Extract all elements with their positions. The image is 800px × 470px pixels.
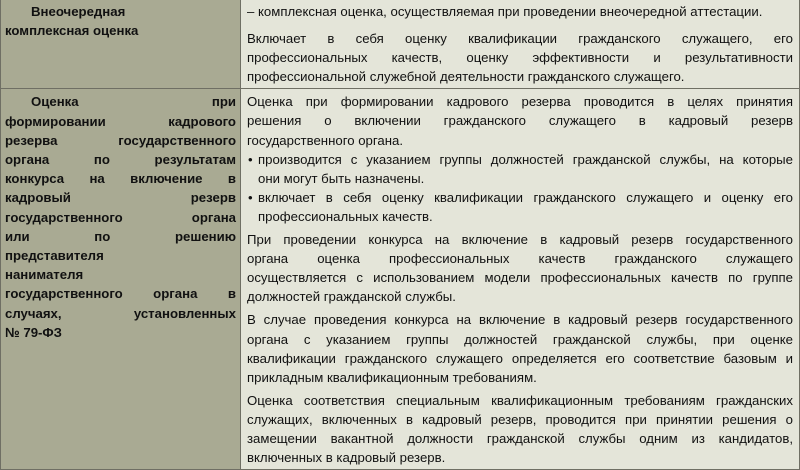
description-line: Оценка при формировании кадрового резерва проводится в целях принятия (247, 94, 793, 110)
row-title-line: резерва государственного (5, 132, 236, 148)
bullet-line: они могут быть назначены. (258, 170, 425, 186)
table-row (1, 89, 800, 470)
row-title-line: комплексная оценка (5, 23, 139, 39)
row-title-line: Оценка при (31, 94, 236, 110)
description-line: государственного органа. (247, 132, 404, 148)
description-line: замещении вакантной должности гражданской службы одним из кандидатов, (247, 430, 793, 446)
description-line: прикладным квалификационным требованиям. (247, 369, 537, 385)
description-line: Включает в себя оценку квалификации гражданского служащего, его (247, 31, 793, 47)
description-line: профессиональной служебной деятельности гражданского служащего. (247, 69, 685, 85)
bullet-item (247, 188, 793, 226)
description-line: осуществляется с использованием модели профессиональных качеств по группе (247, 270, 793, 286)
row-title-line: государственного органа (5, 209, 236, 225)
description-line: служащих, включенных в кадровый резерв, проводится при принятии решения о (247, 411, 793, 427)
row-description-cell (241, 0, 800, 89)
row-title-line: нанимателя (5, 267, 84, 283)
row-title-line: конкурса на включение в (5, 171, 236, 187)
bullet-line: производится с указанием группы должностей гражданской службы, на которые (258, 151, 793, 167)
description-line: Оценка соответствия специальным квалификационным требованиям гражданских (247, 392, 793, 408)
description-line: В случае проведения конкурса на включение в кадровый резерв государственного (247, 312, 793, 328)
description-line: профессиональных качеств, оценку эффективности и результативности (247, 50, 793, 66)
description-line: органа оценка профессиональных качеств гражданского служащего (247, 251, 793, 267)
row-title-line: формировании кадрового (5, 113, 236, 129)
paragraph (247, 310, 793, 386)
row-title-line: № 79-ФЗ (5, 324, 62, 340)
row-title-cell (1, 89, 241, 470)
row-description-cell (241, 89, 800, 470)
bullet-mark: • (248, 189, 253, 205)
row-title-line: случаях, установленных (5, 305, 236, 321)
description-line: включенных в кадровый резерв. (247, 450, 446, 466)
description-line: органа с указанием группы должностей гражданской службы, при оценке (247, 331, 793, 347)
row-title-line: или по решению (5, 228, 236, 244)
description-line: должностей гражданской службы. (247, 289, 456, 305)
row-title-line: государственного органа в (5, 286, 236, 302)
row-title-line: кадровый резерв (5, 190, 236, 206)
bullet-line: включает в себя оценку квалификации гражданского служащего и оценку его (258, 189, 793, 205)
row-title-line: органа по результатам (5, 151, 236, 167)
paragraph (247, 391, 793, 467)
row-title-cell (1, 0, 241, 89)
row-title-line: Внеочередная (31, 4, 126, 19)
table-row (1, 0, 800, 89)
bullet-item (247, 150, 793, 188)
row-title-line: представителя (5, 248, 104, 263)
paragraph (247, 230, 793, 306)
bullet-mark: • (248, 151, 253, 167)
description-text: – комплексная оценка, осуществляемая при проведении внеочередной аттестации. (247, 4, 763, 19)
description-line: решения о включении гражданского служащего в кадровый резерв (247, 113, 793, 129)
description-line: При проведении конкурса на включение в кадровый резерв государственного (247, 232, 793, 248)
description-line: квалификации гражданского служащего определяется его соответствие базовым и (247, 350, 793, 366)
bullet-line: профессиональных качеств. (258, 208, 433, 224)
